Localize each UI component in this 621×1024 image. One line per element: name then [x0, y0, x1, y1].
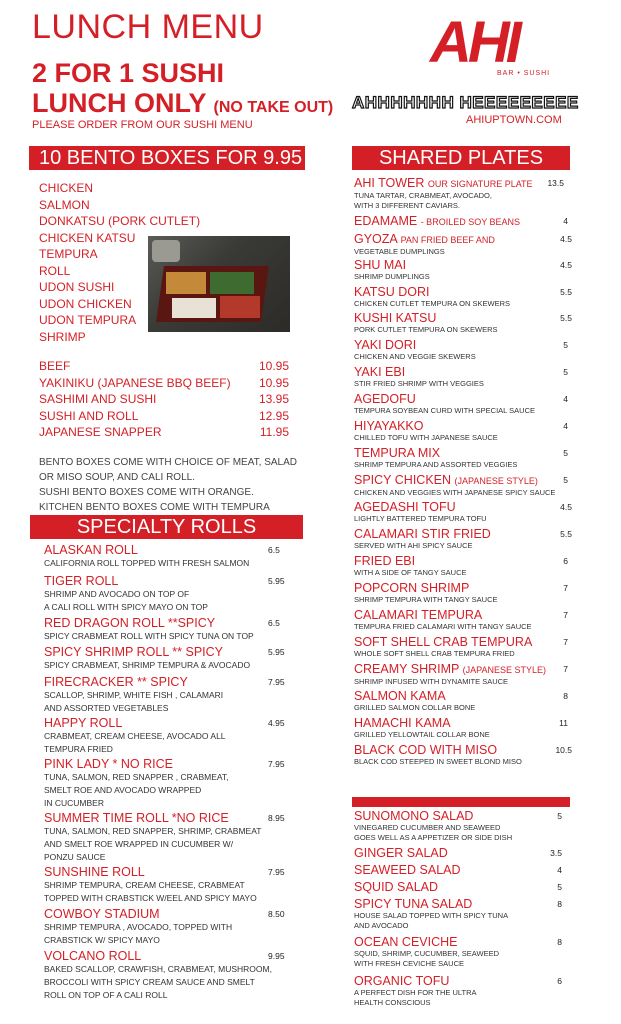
- shared-item: [354, 608, 572, 632]
- item-price: 11: [559, 718, 568, 728]
- item-price: 5: [557, 882, 562, 892]
- item-price: 5: [563, 340, 568, 350]
- item-name: JAPANESE SNAPPER: [39, 425, 162, 439]
- item-desc: SHRIMP DUMPLINGS: [354, 272, 430, 281]
- item-desc: HOUSE SALAD TOPPED WITH SPICY TUNA: [354, 911, 509, 920]
- bento-photo: [148, 236, 290, 332]
- item-desc: TUNA TARTAR, CRABMEAT, AVOCADO,: [354, 191, 492, 200]
- shared-item: [354, 581, 572, 605]
- bento-priced-item: [39, 408, 289, 425]
- item-name: ALASKAN ROLL: [44, 543, 138, 557]
- note-line: OR MISO SOUP, AND CALI ROLL.: [39, 472, 195, 483]
- item-name: SPICY SHRIMP ROLL ** SPICY: [44, 645, 223, 659]
- logo-subtitle: BAR • SUSHI: [497, 70, 551, 77]
- item-name: [354, 689, 572, 703]
- salad-item: [354, 846, 566, 860]
- order-note: PLEASE ORDER FROM OUR SUSHI MENU: [32, 119, 253, 131]
- item-desc: SPICY CRABMEAT, SHRIMP TEMPURA & AVOCADO: [44, 660, 251, 670]
- shared-item: [354, 446, 572, 470]
- item-subtitle: - BROILED SOY BEANS: [420, 217, 521, 227]
- item-price: 12.95: [258, 408, 289, 423]
- specialty-item: [44, 675, 299, 715]
- item-desc: SHRIMP TEMPURA WITH TANGY SAUCE: [354, 595, 498, 604]
- item-desc: GRILLED YELLOWTAIL COLLAR BONE: [354, 730, 490, 739]
- item-name: [354, 392, 572, 406]
- item-subtitle: (JAPANESE STYLE): [462, 665, 546, 675]
- item-title: FRIED EBI: [354, 554, 416, 568]
- specialty-item: [44, 865, 299, 905]
- salad-item: [354, 897, 566, 931]
- item-name: [354, 716, 572, 730]
- item-price: 5: [563, 448, 568, 458]
- shared-item: [354, 500, 572, 524]
- item-price: 5.5: [560, 287, 572, 297]
- item-name: [354, 285, 572, 299]
- item-name: VOLCANO ROLL: [44, 949, 142, 963]
- salad-item: [354, 863, 566, 877]
- item-title: GYOZA: [354, 232, 398, 246]
- item-title: EDAMAME: [354, 214, 418, 228]
- item-price: 7: [563, 583, 568, 593]
- item-title: TEMPURA MIX: [354, 446, 441, 460]
- bento-item: UDON CHICKEN: [39, 296, 132, 311]
- item-title: KUSHI KATSU: [354, 311, 437, 325]
- item-title: BLACK COD WITH MISO: [354, 743, 498, 757]
- item-price: 5: [563, 367, 568, 377]
- specialty-item: [44, 757, 299, 810]
- bento-item: DONKATSU (PORK CUTLET): [39, 214, 201, 228]
- item-price: 7: [563, 664, 568, 674]
- shared-item: [354, 232, 572, 257]
- item-price: 4: [563, 421, 568, 431]
- item-title: YAKI EBI: [354, 365, 406, 379]
- item-desc: SHRIMP TEMPURA , AVOCADO, TOPPED WITH: [44, 922, 233, 932]
- item-desc: CALIFORNIA ROLL TOPPED WITH FRESH SALMON: [44, 558, 250, 568]
- item-desc: STIR FRIED SHRIMP WITH VEGGIES: [354, 379, 484, 388]
- bento-item: TEMPURA: [39, 247, 98, 261]
- item-name: SUSHI AND ROLL: [39, 408, 139, 423]
- item-title: SHU MAI: [354, 258, 407, 272]
- item-title: AHI TOWER: [354, 176, 425, 190]
- item-desc: ROLL ON TOP OF A CALI ROLL: [44, 990, 168, 1000]
- shared-item: [354, 311, 572, 335]
- website-link[interactable]: AHIUPTOWN.COM: [466, 114, 562, 126]
- item-price: 10.5: [555, 745, 572, 755]
- item-name: SQUID SALAD: [354, 880, 439, 894]
- shared-item: [354, 743, 572, 767]
- item-desc: WITH 3 DIFFERENT CAVIARS.: [354, 201, 460, 210]
- item-price: 6: [563, 556, 568, 566]
- bento-priced-item: [39, 391, 289, 408]
- menu-title: LUNCH MENU: [32, 8, 264, 46]
- item-title: SPICY CHICKEN: [354, 473, 452, 487]
- item-desc: TEMPURA FRIED: [44, 744, 113, 754]
- item-price: 5: [563, 475, 568, 485]
- bento-item: CHICKEN: [39, 181, 94, 195]
- item-price: 11.95: [259, 425, 289, 439]
- salad-item: [354, 880, 566, 894]
- item-subtitle: OUR SIGNATURE PLATE: [427, 179, 533, 189]
- logo-wordmark: AHI: [430, 10, 518, 75]
- item-title: HAMACHI KAMA: [354, 716, 451, 730]
- item-price: 5.95: [268, 647, 285, 657]
- item-price: 8.50: [268, 909, 285, 919]
- shared-heading: SHARED PLATES: [352, 146, 570, 170]
- bento-priced-item: [39, 358, 289, 375]
- item-desc: VINEGARED CUCUMBER AND SEAWEED: [354, 823, 501, 832]
- item-price: 3.5: [550, 848, 562, 858]
- bento-item: ROLL: [39, 263, 71, 278]
- item-desc: AND ASSORTED VEGETABLES: [44, 703, 169, 713]
- item-price: 10.95: [258, 359, 289, 373]
- item-name: [354, 473, 572, 488]
- item-price: 13.5: [547, 178, 564, 188]
- item-price: 8: [557, 937, 562, 947]
- item-desc: TEMPURA SOYBEAN CURD WITH SPECIAL SAUCE: [354, 406, 536, 415]
- item-price: 8: [563, 691, 568, 701]
- salad-item: [354, 809, 566, 843]
- item-title: CALAMARI TEMPURA: [354, 608, 483, 622]
- item-name: SEAWEED SALAD: [354, 863, 461, 877]
- item-desc: GOES WELL AS A APPETIZER OR SIDE DISH: [354, 833, 513, 842]
- item-desc: CHICKEN AND VEGGIE SKEWERS: [354, 352, 476, 361]
- item-desc: SERVED WITH AHI SPICY SAUCE: [354, 541, 473, 550]
- item-name: TIGER ROLL: [44, 574, 119, 588]
- item-price: 5.95: [268, 576, 285, 586]
- item-name: [354, 527, 572, 541]
- item-desc: HEALTH CONSCIOUS: [354, 998, 431, 1007]
- item-desc: A PERFECT DISH FOR THE ULTRA: [354, 988, 477, 997]
- item-desc: PONZU SAUCE: [44, 852, 106, 862]
- item-desc: SCALLOP, SHRIMP, WHITE FISH , CALAMARI: [44, 690, 224, 700]
- item-price: 5: [557, 811, 562, 821]
- salad-item: [354, 935, 566, 969]
- bento-item: CHICKEN KATSU: [39, 230, 136, 245]
- item-price: 4: [563, 394, 568, 404]
- item-name: BEEF: [39, 359, 71, 373]
- item-name: OCEAN CEVICHE: [354, 935, 458, 949]
- item-price: 4: [557, 865, 562, 875]
- item-name: ORGANIC TOFU: [354, 974, 450, 988]
- shared-item: [354, 285, 572, 309]
- bento-heading: 10 BENTO BOXES FOR 9.95: [29, 146, 305, 170]
- item-title: HIYAYAKKO: [354, 419, 424, 433]
- item-name: SUNOMONO SALAD: [354, 809, 474, 823]
- item-price: 9.95: [268, 951, 285, 961]
- item-desc: BLACK COD STEEPED IN SWEET BLOND MISO: [354, 757, 522, 766]
- salad-divider: [352, 797, 570, 807]
- specialty-item: [44, 574, 299, 614]
- item-desc: WHOLE SOFT SHELL CRAB TEMPURA FRIED: [354, 649, 515, 658]
- bento-item: UDON TEMPURA: [39, 313, 137, 327]
- bento-priced-item: [39, 375, 289, 392]
- item-desc: PORK CUTLET TEMPURA ON SKEWERS: [354, 325, 498, 334]
- shared-item: [354, 527, 572, 551]
- item-desc: VEGETABLE DUMPLINGS: [354, 247, 445, 256]
- item-name: PINK LADY * NO RICE: [44, 757, 173, 771]
- item-desc: SMELT ROE AND AVOCADO WRAPPED: [44, 785, 202, 795]
- shared-item: [354, 258, 572, 282]
- item-price: 4.5: [560, 260, 572, 270]
- item-desc: CHILLED TOFU WITH JAPANESE SAUCE: [354, 433, 498, 442]
- item-price: 4.5: [560, 502, 572, 512]
- bento-priced-list: [39, 358, 289, 441]
- bento-note: [39, 455, 309, 515]
- bento-priced-item: [39, 424, 289, 441]
- item-title: YAKI DORI: [354, 338, 417, 352]
- no-take-out-label: (NO TAKE OUT): [213, 99, 334, 116]
- item-desc: BROCCOLI WITH SPICY CREAM SAUCE AND SMELT: [44, 977, 255, 987]
- item-desc: BAKED SCALLOP, CRAWFISH, CRABMEAT, MUSHROOM,: [44, 964, 272, 974]
- item-name: HAPPY ROLL: [44, 716, 123, 730]
- item-desc: TEMPURA FRIED CALAMARI WITH TANGY SAUCE: [354, 622, 532, 631]
- item-price: 7: [563, 637, 568, 647]
- shared-item: [354, 473, 572, 498]
- item-name: [354, 365, 572, 379]
- item-name: [354, 176, 572, 191]
- item-name: RED DRAGON ROLL **SPICY: [44, 616, 216, 630]
- specialty-item: [44, 907, 299, 947]
- item-title: AGEDOFU: [354, 392, 416, 406]
- logo-tagline: AHHHHHHH HEEEEEEEEE: [352, 93, 579, 112]
- item-subtitle: (JAPANESE STYLE): [454, 476, 538, 486]
- item-name: [354, 214, 572, 229]
- item-desc: TUNA, SALMON, RED SNAPPER , CRABMEAT,: [44, 772, 229, 782]
- shared-item: [354, 716, 572, 740]
- item-price: 6.5: [268, 545, 280, 555]
- item-desc: AND AVOCADO: [354, 921, 409, 930]
- item-desc: CRABMEAT, CREAM CHEESE, AVOCADO ALL: [44, 731, 226, 741]
- item-price: 6.5: [268, 618, 280, 628]
- promo-line: 2 FOR 1 SUSHI: [32, 58, 225, 88]
- item-desc: GRILLED SALMON COLLAR BONE: [354, 703, 476, 712]
- salad-item: [354, 974, 566, 1008]
- item-desc: IN CUCUMBER: [44, 798, 104, 808]
- bento-item: UDON SUSHI: [39, 280, 115, 294]
- item-name: YAKINIKU (JAPANESE BBQ BEEF): [39, 375, 231, 390]
- item-title: SALMON KAMA: [354, 689, 446, 703]
- item-name: [354, 338, 572, 352]
- item-name: COWBOY STADIUM: [44, 907, 160, 921]
- item-desc: LIGHTLY BATTERED TEMPURA TOFU: [354, 514, 487, 523]
- promo-line-2: [32, 90, 333, 117]
- specialty-item: [44, 645, 299, 672]
- shared-item: [354, 365, 572, 389]
- item-name: [354, 258, 572, 272]
- shared-item: [354, 689, 572, 713]
- item-subtitle: PAN FRIED BEEF AND: [400, 235, 495, 245]
- specialty-item: [44, 949, 299, 1002]
- item-desc: TOPPED WITH CRABSTICK W/EEL AND SPICY MAYO: [44, 893, 257, 903]
- item-name: [354, 581, 572, 595]
- note-line: BENTO BOXES COME WITH CHOICE OF MEAT, SALAD: [39, 457, 297, 468]
- item-price: 7.95: [268, 677, 285, 687]
- item-name: SUMMER TIME ROLL *NO RICE: [44, 811, 229, 825]
- item-desc: AND SMELT ROE WRAPPED IN CUCUMBER W/: [44, 839, 234, 849]
- shared-item: [354, 214, 572, 229]
- item-price: 4.5: [560, 234, 572, 244]
- specialty-item: [44, 543, 299, 570]
- item-desc: CHICKEN AND VEGGIES WITH JAPANESE SPICY SAUCE: [354, 488, 556, 497]
- item-title: CALAMARI STIR FRIED: [354, 527, 491, 541]
- lunch-only-label: LUNCH ONLY: [32, 88, 207, 118]
- item-desc: SHRIMP INFUSED WITH DYNAMITE SAUCE: [354, 677, 509, 686]
- item-title: POPCORN SHRIMP: [354, 581, 470, 595]
- item-price: 7: [563, 610, 568, 620]
- item-title: AGEDASHI TOFU: [354, 500, 456, 514]
- item-price: 8.95: [268, 813, 285, 823]
- item-desc: WITH A SIDE OF TANGY SAUCE: [354, 568, 467, 577]
- note-line: KITCHEN BENTO BOXES COME WITH TEMPURA: [39, 502, 270, 513]
- item-price: 4: [563, 216, 568, 226]
- shared-item: [354, 554, 572, 578]
- item-name: [354, 311, 572, 325]
- item-name: SASHIMI AND SUSHI: [39, 392, 157, 406]
- item-title: CREAMY SHRIMP: [354, 662, 460, 676]
- item-desc: SHRIMP TEMPURA, CREAM CHEESE, CRABMEAT: [44, 880, 245, 890]
- item-name: [354, 446, 572, 460]
- item-name: [354, 635, 572, 649]
- item-name: SPICY TUNA SALAD: [354, 897, 473, 911]
- bento-item: SHRIMP: [39, 329, 86, 344]
- item-desc: SPICY CRABMEAT ROLL WITH SPICY TUNA ON TOP: [44, 631, 254, 641]
- shared-item: [354, 338, 572, 362]
- item-price: 6: [557, 976, 562, 986]
- note-line: SUSHI BENTO BOXES COME WITH ORANGE.: [39, 487, 254, 498]
- item-name: [354, 419, 572, 433]
- shared-item: [354, 419, 572, 443]
- item-name: [354, 554, 572, 568]
- shared-item: [354, 176, 572, 211]
- item-name: [354, 662, 572, 677]
- item-title: KATSU DORI: [354, 285, 430, 299]
- item-price: 7.95: [268, 867, 285, 877]
- item-desc: SHRIMP TEMPURA AND ASSORTED VEGGIES: [354, 460, 518, 469]
- item-name: [354, 232, 572, 247]
- item-price: 13.95: [258, 392, 289, 406]
- item-title: SOFT SHELL CRAB TEMPURA: [354, 635, 533, 649]
- item-price: 5.5: [560, 313, 572, 323]
- item-desc: SHRIMP AND AVOCADO ON TOP OF: [44, 589, 190, 599]
- item-desc: TUNA, SALMON, RED SNAPPER, SHRIMP, CRABMEAT: [44, 826, 262, 836]
- specialty-item: [44, 811, 299, 864]
- item-desc: WITH FRESH CEVICHE SAUCE: [354, 959, 465, 968]
- item-name: GINGER SALAD: [354, 846, 448, 860]
- shared-item: [354, 635, 572, 659]
- item-name: FIRECRACKER ** SPICY: [44, 675, 188, 689]
- item-name: [354, 608, 572, 622]
- item-desc: CHICKEN CUTLET TEMPURA ON SKEWERS: [354, 299, 510, 308]
- shared-item: [354, 662, 572, 687]
- item-desc: CRABSTICK W/ SPICY MAYO: [44, 935, 160, 945]
- specialty-heading: SPECIALTY ROLLS: [30, 515, 303, 539]
- item-price: 10.95: [258, 375, 289, 390]
- shared-item: [354, 392, 572, 416]
- bento-item: SALMON: [39, 197, 90, 212]
- item-price: 5.5: [560, 529, 572, 539]
- item-price: 7.95: [268, 759, 285, 769]
- item-name: [354, 500, 572, 514]
- item-desc: SQUID, SHRIMP, CUCUMBER, SEAWEED: [354, 949, 500, 958]
- item-price: 4.95: [268, 718, 285, 728]
- specialty-item: [44, 716, 299, 756]
- item-name: [354, 743, 572, 757]
- item-price: 8: [557, 899, 562, 909]
- specialty-item: [44, 616, 299, 643]
- item-name: SUNSHINE ROLL: [44, 865, 145, 879]
- item-desc: A CALI ROLL WITH SPICY MAYO ON TOP: [44, 602, 208, 612]
